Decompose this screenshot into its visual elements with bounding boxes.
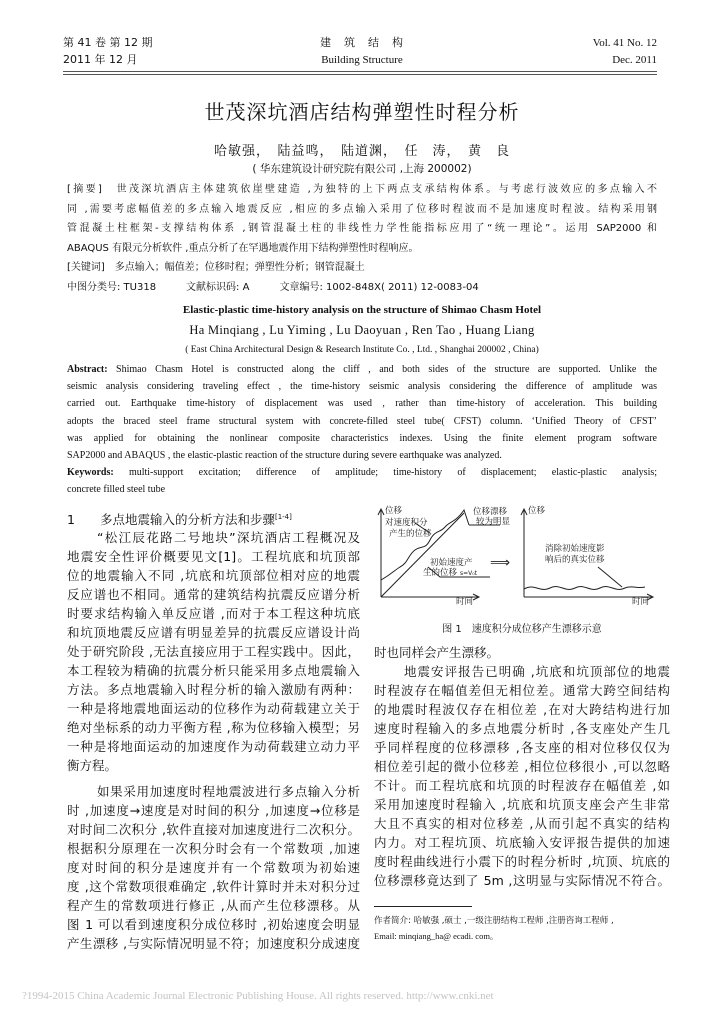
right-ylabel: 位移 (528, 506, 546, 516)
journal-name-en: Building Structure (321, 54, 403, 66)
abstract-cn-line: 中图分类号: TU318 文献标识码: A 文章编号: 1002-848X( 2011) 12-0083-04 (67, 281, 479, 293)
abstract-cn-line: 同 ,需要考虑幅值差的多点输入地震反应 ,相应的多点输入采用了位移时程波而不是加速度时程波。结构采用钢 (67, 203, 657, 215)
abstract-cn-line: [摘要] 世茂深坑酒店主体建筑依崖壁建造 ,为独特的上下两点支承结构体系。与考虑行波效应的多点输入不 (67, 184, 657, 195)
paper-title-en: Elastic-plastic time-history analysis on the structure of Shimao Chasm Hotel (182, 304, 542, 316)
body-text-line: 大且不真实的相对位移差 ,从而引起不真实的结构 (374, 816, 670, 831)
abstract-en-line: seismic analysis considering traveling effect , the time-history seismic analysis considering the difference of amplitude was (67, 381, 657, 393)
abstract-en-first-line (67, 362, 657, 377)
body-text-line: 一种是将地面运动的加速度作为动荷载建立动力平 (67, 739, 360, 754)
left-ylabel: 位移 (385, 506, 403, 516)
section-heading-text: 1 多点地震输入的分析方法和步骤 (67, 512, 275, 527)
body-text-line: 时 ,加速度→速度是对时间的积分 ,加速度→位移是 (67, 803, 360, 818)
integral-label-1: 对速度积分 (385, 518, 428, 528)
body-text-line: 一种是将地震地面运动的位移作为动荷载建立关于 (67, 701, 360, 716)
abstract-en-line: carried out. Earthquake time-history of displacement was used , rather than time-history of acceleration. This building (67, 398, 657, 410)
keywords-en-line: multi-support excitation; difference of amplitude; time-history of displacement; elastic-plastic analysis; (128, 467, 657, 479)
body-text-line: 绝对坐标系的动力平衡方程 ,称为位移输入模型；另 (67, 720, 360, 735)
copyright-footer: ?1994-2015 China Academic Journal Electronic Publishing House. All rights reserved. http://www.cnki.net (22, 990, 494, 1002)
left-xlabel: 时间 (456, 597, 474, 607)
body-text-line: 如果采用加速度时程地震波进行多点输入分析 (97, 784, 360, 799)
volume-issue-en: Vol. 41 No. 12 (592, 37, 657, 49)
affiliation-en: ( East China Architectural Design & Research Institute Co. , Ltd. , Shanghai 200002 , China) (185, 345, 539, 355)
true-label-1: 消除初始速度影 (545, 544, 605, 554)
body-text-line: 根据积分原理在一次积分时会有一个常数项 ,加速 (67, 841, 360, 856)
abstract-cn-line: ABAQUS 有限元分析软件 ,重点分析了在罕遇地震作用下结构弹塑性时程响应。 (67, 242, 419, 254)
authors-cn: 哈敏强， 陆益鸣， 陆道渊， 任 涛， 黄 良 (213, 144, 510, 159)
abstract-cn-line: 管混凝土柱框架-支撑结构体系 ,钢管混凝土柱的非线性力学性能指标应用了“统一理论”。运用 SAP2000 和 (67, 223, 657, 234)
authors-en: Ha Minqiang , Lu Yiming , Lu Daoyuan , Ren Tao , Huang Liang (189, 323, 535, 337)
body-text-line: 产生漂移 ,与实际情况明显不符；加速度积分成速度 (67, 936, 360, 951)
body-text-line: 本工程较为精确的抗震分析只能采用多点地震输入 (67, 663, 360, 678)
body-text-line: 程产生的常数项进行修正 ,从而产生位移漂移。从 (67, 898, 360, 913)
abstract-en-line: Shimao Chasm Hotel is constructed along the cliff , and both sides of the structure are supported. Unlike the (116, 364, 657, 375)
body-text-line: 图 1 可以看到速度积分成位移时 ,初始速度会明显 (67, 917, 360, 932)
body-text-line: 处于研究阶段 ,无法直接应用于工程实践中。因此， (67, 644, 360, 659)
abstract-en-line: was applied for obtaining the nonlinear composite characteristics indexes. Using the finite element program software (67, 432, 657, 444)
body-text-line: 反应谱也不相同。通常的建筑结构抗震反应谱分析 (67, 587, 360, 602)
header-rule-2 (63, 74, 657, 75)
volume-issue-cn: 第 41 卷 第 12 期 (63, 36, 153, 49)
body-text-line: 度 ,这个常数项很难确定 ,软件计算时并未对积分过 (67, 879, 360, 894)
true-leader (598, 567, 622, 587)
body-text-line: 时程波存在幅值差但无相位差。通常大跨空间结构 (374, 683, 670, 698)
body-text-line: 和坑顶地震反应谱有明显差异的抗震反应谱设计尚 (67, 625, 360, 640)
body-text-line: 对时间二次积分 ,软件直接对加速度进行二次积分。 (67, 822, 360, 837)
body-text-line: 的地震时程波仅存在相位差 ,在对大跨结构进行加 (374, 702, 670, 717)
body-text-line: 度时程曲线进行小震下的时程分析时 ,坑顶、坑底的 (374, 854, 670, 869)
body-text-line: 地震安全性评价概要见文[1]。工程坑底和坑顶部 (67, 549, 360, 564)
body-text-line: 位移漂移竟达到了 5m ,这明显与实际情况不符合。 (374, 873, 670, 888)
body-text-line: 时要求结构输入单反应谱 ,而对于本工程这种坑底 (67, 606, 360, 621)
footnote-author-bio: 作者简介: 哈敏强 ,硕士 ,一级注册结构工程师 ,注册咨询工程师 , (374, 916, 614, 926)
body-text-line: 相位差引起的微小位移差 ,相位位移很小 ,可以忽略 (374, 759, 670, 774)
initial-formula: s=V₀t (460, 570, 478, 577)
header-rule (63, 71, 657, 72)
body-text-line: 位的地震输入不同 ,坑底和坑顶部位相对应的地震 (67, 568, 360, 583)
abstract-en-line: adopts the braced steel frame structural system with concrete-filled steel tube( CFST) column. ‘Unified Theory of CFST’ (67, 415, 657, 427)
integral-label-2: 产生的位移 (389, 529, 432, 539)
true-label-2: 响后的真实位移 (545, 555, 605, 565)
initial-label-1: 初始速度产 (430, 558, 473, 568)
footnote-rule (374, 906, 472, 907)
date-en: Dec. 2011 (612, 54, 657, 66)
drift-label-1: 位移漂移 (473, 507, 508, 517)
body-text-line: 速度时程输入的多点地震分析时 ,各支座处产生几 (374, 721, 670, 736)
keywords-en-line: concrete filled steel tube (67, 484, 166, 496)
keywords-en-label: Keywords: (67, 467, 114, 479)
transform-arrow-icon: ⟹ (490, 555, 511, 571)
keywords-en (67, 465, 657, 480)
body-text-line: 不计。而工程坑底和坑顶的时程波存在幅值差 ,如 (374, 778, 670, 793)
journal-name-cn: 建 筑 结 构 (320, 36, 404, 49)
abstract-en-line: SAP2000 and ABAQUS , the elastic-plastic reaction of the structure during severe earthquake was analyzed. (67, 450, 502, 461)
section-heading-ref[interactable]: [1-4] (274, 512, 292, 521)
body-text-line: 乎同样程度的位移漂移 ,各支座的相对位移仅仅为 (374, 740, 670, 755)
section-heading (67, 510, 292, 528)
body-text-line: 地震安评报告已明确 ,坑底和坑顶部位的地震 (404, 664, 670, 679)
footnote-email[interactable]: Email: minqiang_ha@ ecadi. com。 (374, 931, 499, 941)
true-displacement-curve (524, 587, 645, 590)
affiliation-cn: ( 华东建筑设计研究院有限公司 ,上海 200002) (252, 163, 472, 175)
figure-1-diagram (370, 505, 670, 617)
initial-label-2: 生的位移 (423, 568, 458, 578)
paper-title-cn: 世茂深坑酒店结构弹塑性时程分析 (204, 100, 520, 124)
body-text-line: 时也同样会产生漂移。 (374, 645, 500, 660)
abstract-en-label: Abstract: (67, 364, 108, 375)
body-text-line: “松江辰花路二号地块”深坑酒店工程概况及 (97, 530, 360, 545)
body-text-line: 内力。对工程坑顶、坑底输入安评报告提供的加速 (374, 835, 670, 850)
body-text-line: 方法。多点地震输入时程分析的输入激励有两种： (67, 682, 360, 697)
figure-1-caption: 图 1 速度积分成位移产生漂移示意 (442, 624, 602, 635)
right-xlabel: 时间 (632, 597, 650, 607)
drift-label-2: 较为明显 (476, 517, 511, 527)
date-cn: 2011 年 12 月 (63, 53, 138, 66)
body-text-line: 度对时间的积分是速度并有一个常数项为初始速 (67, 860, 360, 875)
abstract-cn-line: [关键词] 多点输入；幅值差；位移时程；弹塑性分析；钢管混凝土 (67, 262, 365, 273)
body-text-line: 采用加速度时程输入 ,坑底和坑顶支座会产生非常 (374, 797, 670, 812)
body-text-line: 衡方程。 (67, 758, 118, 773)
